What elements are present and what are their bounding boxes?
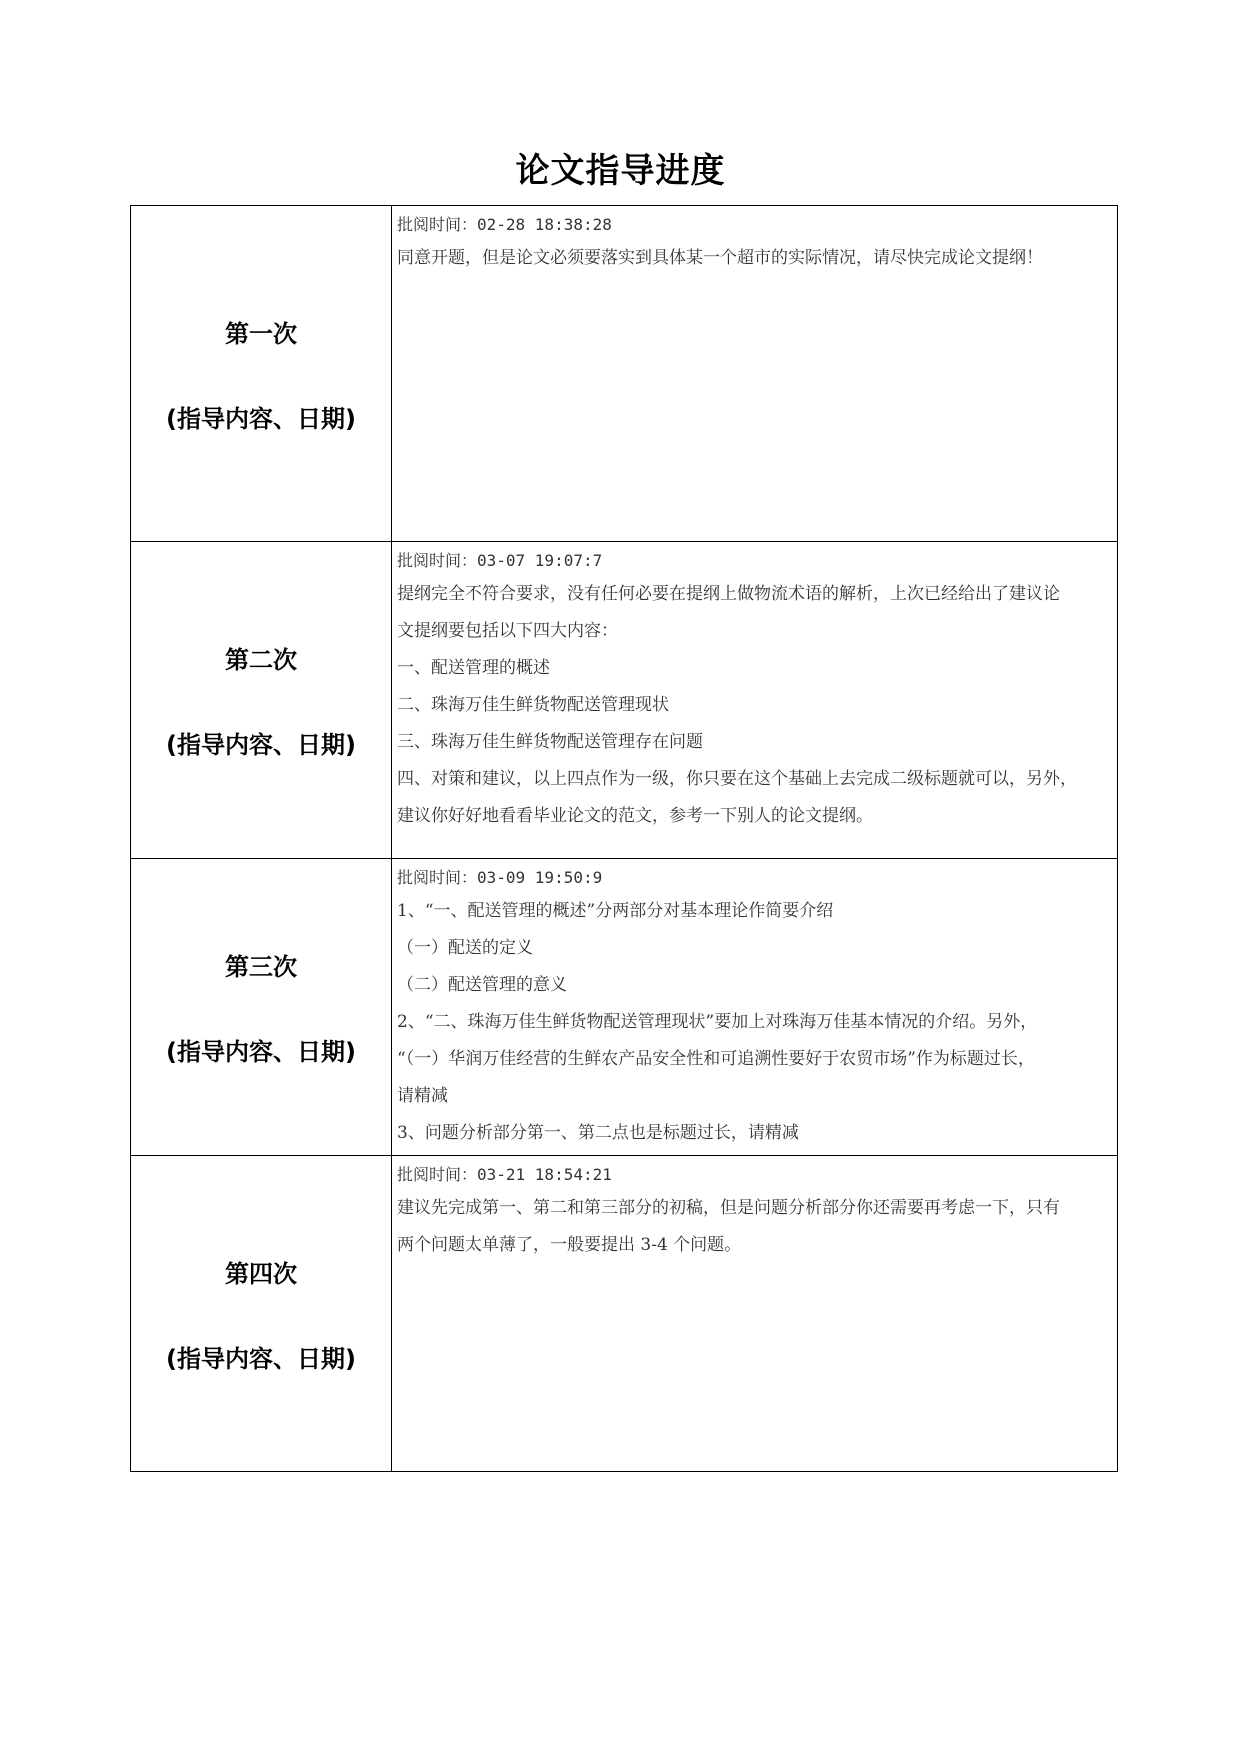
feedback-cell bbox=[392, 542, 1118, 859]
feedback-line: 三、珠海万佳生鲜货物配送管理存在问题 bbox=[397, 732, 703, 752]
feedback-line: 四、对策和建议，以上四点作为一级，你只要在这个基础上去完成二级标题就可以，另外， bbox=[397, 769, 1077, 789]
feedback-line: 建议你好好地看看毕业论文的范文，参考一下别人的论文提纲。 bbox=[397, 806, 873, 826]
feedback-line: 1、“一、配送管理的概述”分两部分对基本理论作简要介绍 bbox=[397, 901, 834, 921]
feedback-line: 两个问题太单薄了，一般要提出 3-4 个问题。 bbox=[397, 1235, 742, 1255]
round-label: 第二次 bbox=[225, 646, 297, 674]
feedback-line: 一、配送管理的概述 bbox=[397, 658, 550, 678]
feedback-cell bbox=[392, 206, 1118, 542]
guidance-progress-table bbox=[130, 205, 1118, 1472]
round-label: 第一次 bbox=[225, 319, 297, 348]
round-label-cell bbox=[131, 1156, 392, 1472]
feedback-cell bbox=[392, 1156, 1118, 1472]
feedback-line: （二）配送管理的意义 bbox=[397, 975, 567, 995]
feedback-cell bbox=[392, 859, 1118, 1156]
round-sublabel: (指导内容、日期) bbox=[166, 1344, 356, 1373]
round-label: 第四次 bbox=[225, 1259, 297, 1288]
round-sublabel: (指导内容、日期) bbox=[166, 404, 356, 433]
round-label: 第三次 bbox=[225, 953, 297, 981]
feedback-line: 请精减 bbox=[397, 1086, 448, 1106]
table-row bbox=[131, 859, 1118, 1156]
round-label-cell bbox=[131, 859, 392, 1156]
round-label-cell bbox=[131, 206, 392, 542]
table-row bbox=[131, 206, 1118, 542]
feedback-line: 3、问题分析部分第一、第二点也是标题过长，请精减 bbox=[397, 1123, 799, 1143]
feedback-line: 二、珠海万佳生鲜货物配送管理现状 bbox=[397, 695, 669, 715]
feedback-line: “（一）华润万佳经营的生鲜农产品安全性和可追溯性要好于农贸市场”作为标题过长， bbox=[397, 1049, 1035, 1069]
feedback-line: 提纲完全不符合要求，没有任何必要在提纲上做物流术语的解析，上次已经给出了建议论 bbox=[397, 584, 1060, 604]
feedback-line: （一）配送的定义 bbox=[397, 938, 533, 958]
round-sublabel: (指导内容、日期) bbox=[166, 731, 356, 759]
feedback-line: 文提纲要包括以下四大内容： bbox=[397, 621, 618, 641]
page-title: 论文指导进度 bbox=[515, 151, 726, 191]
table-row bbox=[131, 1156, 1118, 1472]
review-timestamp: 批阅时间：03-09 19:50:9 bbox=[397, 868, 603, 887]
table-row bbox=[131, 542, 1118, 859]
feedback-line: 建议先完成第一、第二和第三部分的初稿，但是问题分析部分你还需要再考虑一下，只有 bbox=[397, 1198, 1060, 1218]
review-timestamp: 批阅时间：03-07 19:07:7 bbox=[397, 551, 603, 570]
review-timestamp: 批阅时间：03-21 18:54:21 bbox=[397, 1165, 612, 1184]
feedback-line: 同意开题，但是论文必须要落实到具体某一个超市的实际情况，请尽快完成论文提纲！ bbox=[397, 248, 1043, 268]
round-label-cell bbox=[131, 542, 392, 859]
review-timestamp: 批阅时间：02-28 18:38:28 bbox=[397, 215, 612, 234]
round-sublabel: (指导内容、日期) bbox=[166, 1038, 356, 1066]
feedback-line: 2、“二、珠海万佳生鲜货物配送管理现状”要加上对珠海万佳基本情况的介绍。另外， bbox=[397, 1012, 1038, 1032]
